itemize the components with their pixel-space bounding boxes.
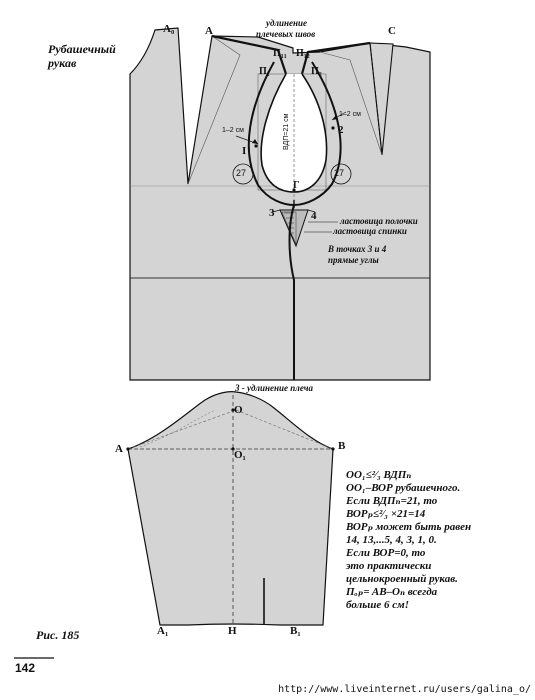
formula-line: это практически [346,560,432,572]
label-p1: П₁ [259,66,270,77]
label-c: C [388,25,396,37]
sleeve-top-note: 3 - удлинение плеча [235,383,314,393]
formula-line: ВОРₚ может быть равен [346,521,472,533]
formula-line: OO₁–ВОР рубашечного. [346,482,461,494]
label-4: 4 [311,210,317,222]
figure-caption: Рис. 185 [36,628,80,642]
right-angle-note-line1: В точках 3 и 4 [328,244,387,254]
pattern-title-line1: Рубашечный [48,42,116,56]
formula-line: Пₒₚ= AB–Oₙ всегда [346,586,438,598]
label-b1: B₁ [290,625,301,637]
label-p12: П₁₂ [296,48,310,59]
label-2: 2 [338,124,344,136]
formula-block [346,469,471,612]
label-h: H [228,625,237,637]
label-sleeve-b: B [338,440,346,452]
label-a: A [205,25,213,37]
right-angle-note-line2: прямые углы [328,255,379,265]
label-o1: O₁ [234,449,246,461]
label-i: I [242,145,247,157]
label-27-right: 27 [334,168,345,178]
label-1-2cm-left: 1–2 см [222,127,244,134]
label-vdp: ВДП=21 см [283,113,290,150]
label-1-2cm-right: 1–2 см [339,111,361,118]
formula-line: Если ВОР=0, то [346,547,426,559]
label-o: O [234,404,243,416]
footer-url: http://www.liveinternet.ru/users/galina_o/ [278,684,531,695]
formula-line: OO₁≤²⁄₃ ВДПₙ [346,469,412,481]
formula-line: ВОРₚ≤²⁄₃ ×21=14 [346,508,426,520]
gusset-front-note: ластовица полочки [340,216,418,226]
label-a1: A₁ [157,625,169,637]
label-27-left: 27 [236,168,247,178]
formula-line: больше 6 см! [346,599,409,611]
label-g: Г [293,180,300,191]
formula-line: 14, 13,...5, 4, 3, 1, 0. [346,534,437,546]
label-sleeve-a: A [115,443,123,455]
formula-line: Если ВДПₙ=21, то [346,495,438,507]
label-p2: П₂ [311,66,322,77]
label-p11: П₁₁ [273,48,287,59]
shoulder-note-line1: удлинение [266,18,308,28]
page-number: 142 [15,661,36,675]
pattern-title-line2: рукав [48,56,77,70]
formula-line: цельнокроенный рукав. [346,573,458,585]
label-3: 3 [269,207,275,219]
gusset-back-note: ластовица спинки [333,226,407,236]
label-a0: A₀ [163,23,175,35]
shoulder-note-line2: плечевых швов [256,29,316,39]
